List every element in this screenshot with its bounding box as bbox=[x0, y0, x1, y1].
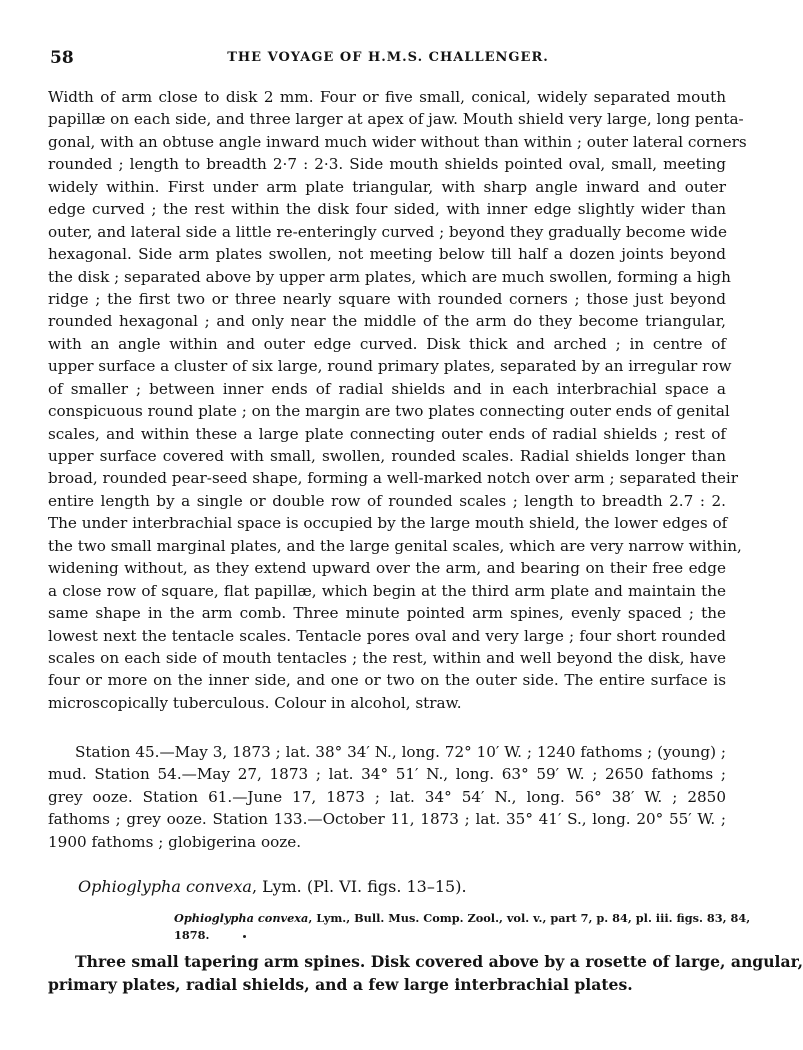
species-authority: , Lym. (Pl. VI. figs. 13–15). bbox=[251, 877, 467, 896]
text-line: primary plates, radial shields, and a few large interbrachial plates. bbox=[48, 975, 633, 994]
text-line: the two small marginal plates, and the large genital scales, which are very narrow within, bbox=[48, 536, 742, 555]
text-line: with an angle within and outer edge curved. Disk thick and arched ; in centre of bbox=[48, 334, 726, 353]
ink-dot-mark bbox=[243, 935, 246, 938]
text-line: scales on each side of mouth tentacles ; the rest, within and well beyond the disk, have bbox=[48, 648, 726, 667]
citation-text: , Lym., Bull. Mus. Comp. Zool., vol. v., part 7, p. 84, pl. iii. figs. 83, 84, bbox=[308, 911, 751, 925]
text-line: rounded ; length to breadth 2·7 : 2·3. Side mouth shields pointed oval, small, meeting bbox=[48, 155, 726, 174]
text-line: edge curved ; the rest within the disk four sided, with inner edge slightly wider than bbox=[48, 200, 726, 219]
description-paragraph bbox=[48, 86, 747, 714]
page-number: 58 bbox=[50, 48, 74, 68]
citation-name: Ophioglypha convexa bbox=[174, 911, 309, 925]
text-line: of smaller ; between inner ends of radial shields and in each interbrachial space a bbox=[48, 379, 726, 398]
text-line: upper surface a cluster of six large, round primary plates, separated by an irregular row bbox=[48, 357, 732, 376]
text-line: four or more on the inner side, and one or two on the outer side. The entire surface is bbox=[48, 671, 726, 690]
citation bbox=[174, 910, 751, 944]
text-line: lowest next the tentacle scales. Tentacle pores oval and very large ; four short rounded bbox=[48, 626, 726, 645]
text-line: The under interbrachial space is occupied by the large mouth shield, the lower edges of bbox=[48, 514, 728, 533]
text-line: Width of arm close to disk 2 mm. Four or five small, conical, widely separated mouth bbox=[48, 88, 726, 106]
running-title: THE VOYAGE OF H.M.S. CHALLENGER. bbox=[227, 50, 549, 65]
station-line: fathoms ; grey ooze. Station 133.—October 11, 1873 ; lat. 35° 41′ S., long. 20° 55′ W. ; bbox=[48, 810, 726, 829]
text-line: conspicuous round plate ; on the margin are two plates connecting outer ends of genital bbox=[48, 402, 730, 421]
station-line: Station 45.—May 3, 1873 ; lat. 38° 34′ N., long. 72° 10′ W. ; 1240 fathoms ; (young) ; bbox=[75, 743, 726, 761]
text-line: outer, and lateral side a little re-enteringly curved ; beyond they gradually become wide bbox=[48, 222, 727, 241]
text-line: the disk ; separated above by upper arm plates, which are much swollen, forming a high bbox=[48, 267, 731, 286]
text-line: microscopically tuberculous. Colour in alcohol, straw. bbox=[48, 693, 462, 712]
citation-year: 1878. bbox=[174, 928, 210, 942]
station-line: grey ooze. Station 61.—June 17, 1873 ; lat. 34° 54′ N., long. 56° 38′ W. ; 2850 bbox=[48, 787, 726, 806]
text-line: papillæ on each side, and three larger at apex of jaw. Mouth shield very large, long penta- bbox=[48, 110, 744, 129]
text-line: rounded hexagonal ; and only near the middle of the arm do they become triangular, bbox=[48, 312, 726, 331]
station-line: 1900 fathoms ; globigerina ooze. bbox=[48, 832, 302, 851]
text-line: scales, and within these a large plate connecting outer ends of radial shields ; rest of bbox=[48, 424, 726, 443]
text-line: hexagonal. Side arm plates swollen, not meeting below till half a dozen joints beyond bbox=[48, 245, 726, 264]
text-line: widely within. First under arm plate triangular, with sharp angle inward and outer bbox=[48, 177, 726, 196]
station-line: mud. Station 54.—May 27, 1873 ; lat. 34° 51′ N., long. 63° 59′ W. ; 2650 fathoms ; bbox=[48, 765, 726, 784]
text-line: ridge ; the first two or three nearly square with rounded corners ; those just beyond bbox=[48, 289, 726, 308]
species-name: Ophioglypha convexa bbox=[78, 877, 252, 896]
station-paragraph bbox=[48, 741, 726, 853]
species-description bbox=[48, 950, 803, 996]
species-heading bbox=[78, 877, 467, 896]
citation-line bbox=[174, 927, 726, 944]
text-line: widening without, as they extend upward over the arm, and bearing on their free edge bbox=[48, 559, 726, 578]
page-header bbox=[50, 48, 726, 70]
text-line: gonal, with an obtuse angle inward much wider without than within ; outer lateral corners bbox=[48, 132, 747, 151]
citation-line bbox=[174, 910, 751, 927]
text-line: same shape in the arm comb. Three minute pointed arm spines, evenly spaced ; the bbox=[48, 604, 726, 623]
text-line: Three small tapering arm spines. Disk covered above by a rosette of large, angular, bbox=[75, 952, 803, 971]
text-line: entire length by a single or double row of rounded scales ; length to breadth 2.7 : 2. bbox=[48, 491, 726, 510]
text-line: upper surface covered with small, swollen, rounded scales. Radial shields longer than bbox=[48, 447, 726, 465]
text-line: a close row of square, flat papillæ, which begin at the third arm plate and maintain the bbox=[48, 581, 726, 600]
text-line: broad, rounded pear-seed shape, forming a well-marked notch over arm ; separated their bbox=[48, 469, 738, 488]
